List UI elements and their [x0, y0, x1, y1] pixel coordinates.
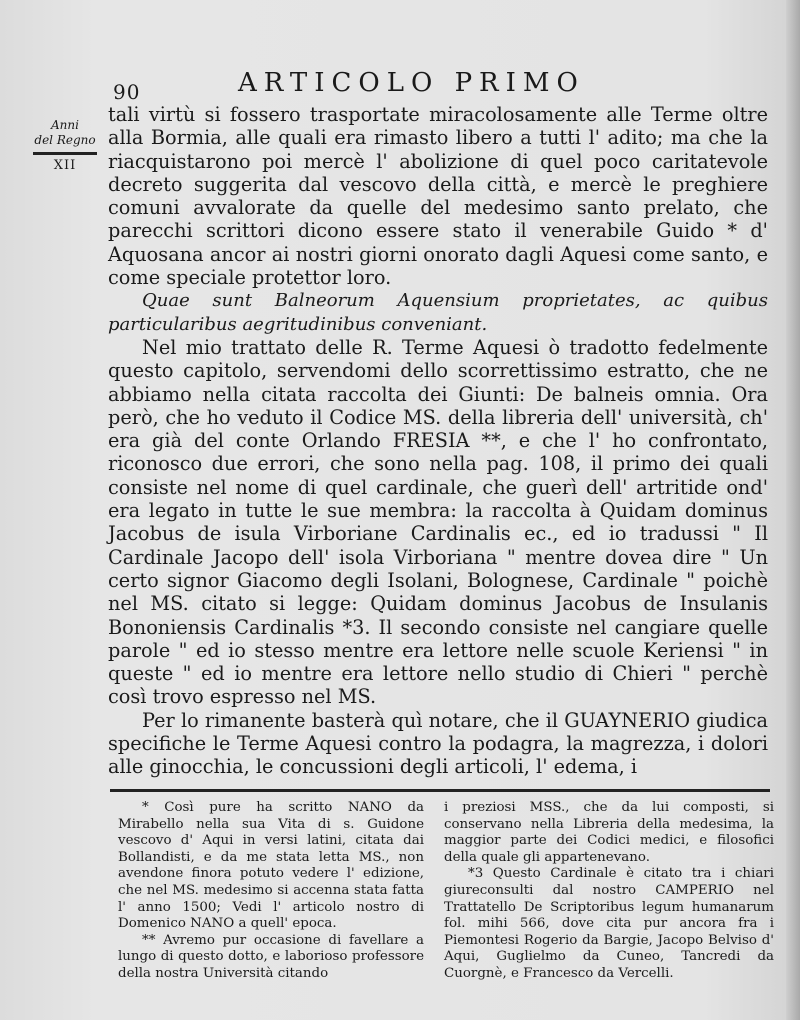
- margin-note-numeral: XII: [53, 158, 77, 173]
- footnote-3: *3 Questo Cardinale è citato tra i chiari giureconsulti dal nostro CAMPERIO nel Trattatello De Scriptoribus legum humanarum fol. mihi 566, dove cita pur ancora fra i Piemontesi Rogerio da Bargie, Jacopo Belviso d' Aqui, Guglielmo da Cuneo, Tancredi da Cuorgnè, e Francesco da Vercelli.: [444, 866, 774, 981]
- footnotes-left-column: [118, 800, 424, 983]
- footnote-1: * Così pure ha scritto NANO da Mirabello nella sua Vita di s. Guidone vescovo d' Aqui in versi latini, citata dai Bollandisti, e da me stata letta MS., non avendone finora potuto vedere l' edizione, che nel MS. medesimo si accenna stata fatta l' anno 1500; Vedi l' articolo nostro di Domenico NANO a quell' epoca.: [118, 800, 424, 932]
- footnote-2-continued: i preziosi MSS., che da lui composti, si conservano nella Libreria della medesima, la maggior parte dei Codici medici, e filosofici della quale gli appartenevano.: [444, 800, 774, 865]
- margin-note-line-2: del Regno: [34, 133, 96, 147]
- running-head: ARTICOLO PRIMO: [238, 68, 585, 98]
- margin-note: [30, 118, 100, 173]
- page-edge-shadow: [786, 0, 800, 1020]
- paragraph-1: tali virtù si fossero trasportate miracolosamente alle Terme oltre alla Bormia, alle quali era rimasto libero a tutti l' adito; ma che la riacquistarono poi mercè l' abolizione di quel poco caritatevole decreto suggerita dal vescovo della città, e mercè le preghiere comuni avvalorate da quelle del medesimo santo prelato, che parecchi scrittori dicono essere stato il venerabile Guido * d' Aquosana ancor ai nostri giorni onorato dagli Aquesi come santo, e come speciale protettor loro.: [108, 103, 768, 290]
- paragraph-2: Nel mio trattato delle R. Terme Aquesi ò tradotto fedelmente questo capitolo, servendomi dello scorrettissimo estratto, che ne abbiamo nella citata raccolta dei Giunti: De balneis omnia. Ora però, che ho veduto il Codice MS. della libreria dell' università, ch' era già del conte Orlando FRESIA **, e che l' ho confrontato, riconosco due errori, che sono nella pag. 108, il primo dei quali consiste nel nome di quel cardinale, che guerì dell' artritide ond' era legato in tutte le sue membra: la raccolta à Quidam dominus Jacobus de isula Virboriane Cardinalis ec., ed io tradussi " Il Cardinale Jacopo dell' isola Virboriana " mentre dovea dire " Un certo signor Giacomo degli Isolani, Bolognese, Cardinale " poichè nel MS. citato si legge: Quidam dominus Jacobus de Insulanis Bononiensis Cardinalis *3. Il secondo consiste nel cangiare quelle parole " ed io stesso mentre era lettore nelle scuole Keriensi " in queste " ed io mentre era lettore nello studio di Chieri " perchè così trovo espresso nel MS.: [108, 335, 768, 709]
- footnote-rule: [110, 789, 770, 792]
- paragraph-3: Per lo rimanente basterà quì notare, che il GUAYNERIO giudica specifiche le Terme Aquesi contro la podagra, la magrezza, i dolori alle ginocchia, le concussioni degli articoli, l' edema, i: [108, 708, 768, 779]
- footnotes-right-column: [444, 800, 774, 983]
- margin-note-line-1: Anni: [51, 118, 79, 132]
- main-text: [108, 103, 768, 779]
- page-header: [0, 68, 800, 108]
- page-number: 90: [113, 80, 141, 104]
- margin-note-rule: [33, 152, 97, 155]
- section-subheading: Quae sunt Balneorum Aquensium proprietates, ac quibus particularibus aegritudinibus conveniant.: [108, 290, 768, 335]
- footnote-2: ** Avremo pur occasione di favellare a lungo di questo dotto, e laborioso professore della nostra Università citando: [118, 932, 424, 981]
